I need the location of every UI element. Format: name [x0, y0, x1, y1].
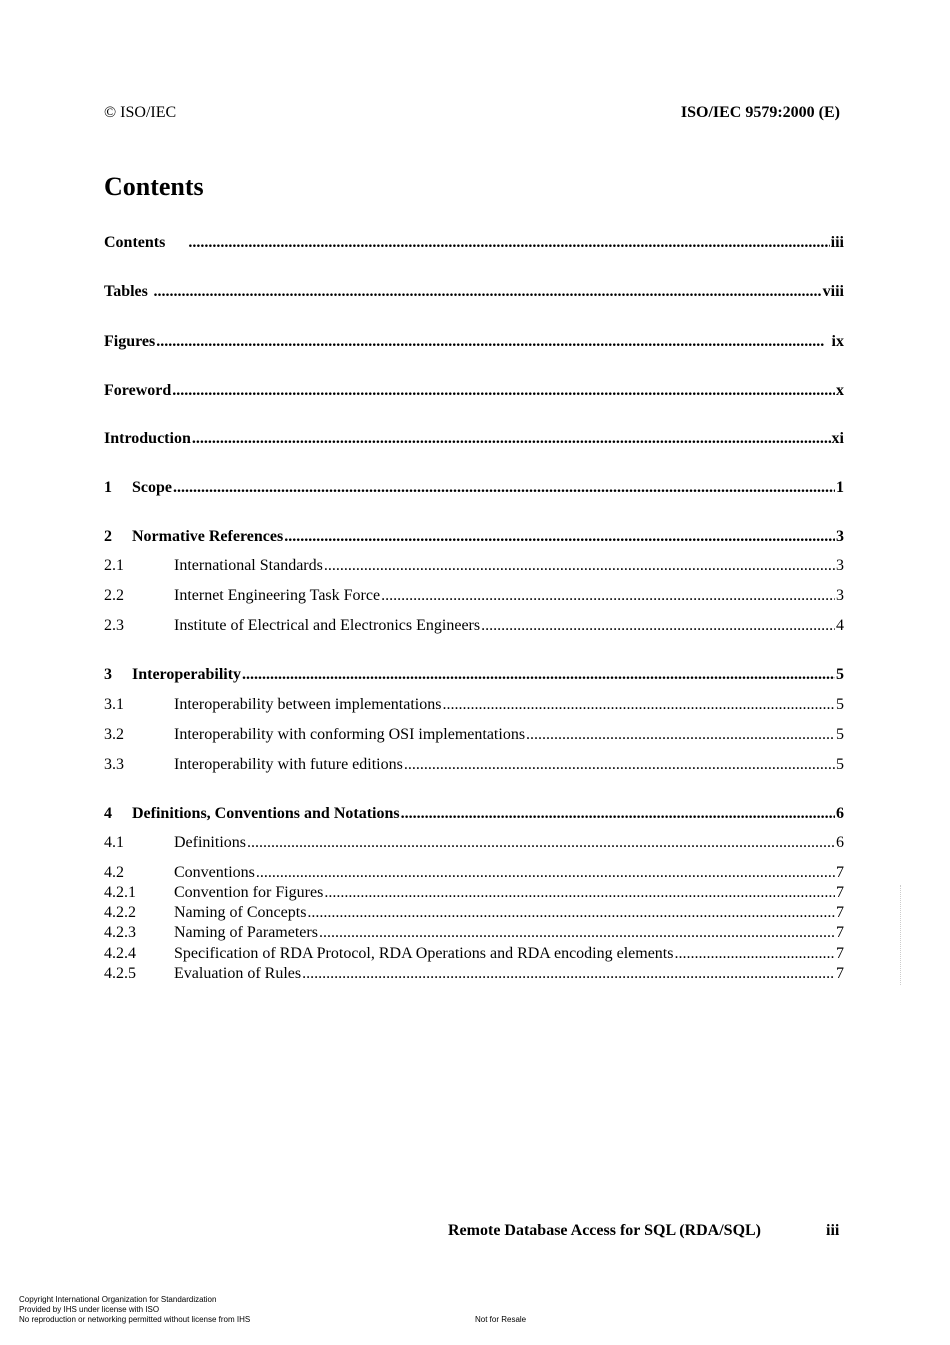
toc-entry-4-2-5[interactable] — [104, 964, 844, 984]
toc-entry-page: 3 — [836, 528, 844, 545]
toc-entry-number: 4 — [104, 805, 112, 822]
toc-leader — [242, 665, 835, 685]
toc-entry-page: 1 — [836, 479, 844, 496]
toc-leader — [381, 586, 835, 606]
toc-entry-title: Evaluation of Rules — [174, 965, 302, 982]
toc-entry-contents[interactable] — [104, 233, 844, 253]
toc-entry-number: 3.1 — [104, 696, 124, 713]
toc-entry-title: Introduction — [104, 430, 191, 447]
toc-entry-page: 7 — [836, 904, 844, 921]
toc-entry-page: 7 — [836, 945, 844, 962]
toc-entry-page: xi — [831, 430, 844, 447]
toc-entry-title: Figures — [104, 333, 156, 350]
toc-entry-foreword[interactable] — [104, 381, 844, 401]
copyright-notice — [19, 1295, 250, 1325]
toc-entry-3-2[interactable] — [104, 725, 844, 745]
toc-leader — [188, 233, 829, 253]
toc-leader — [481, 616, 835, 636]
toc-entry-number: 4.1 — [104, 834, 124, 851]
toc-leader — [284, 527, 835, 547]
toc-entry-title: Interoperability with future editions — [174, 756, 403, 773]
toc-leader — [247, 833, 835, 853]
copyright-line: Provided by IHS under license with ISO — [19, 1305, 160, 1314]
toc-entry-page: 5 — [836, 756, 844, 773]
toc-entry-4-2-3[interactable] — [104, 923, 844, 943]
toc-entry-number: 4.2.4 — [104, 945, 136, 962]
toc-entry-1[interactable] — [104, 478, 844, 498]
toc-entry-number: 4.2.5 — [104, 965, 136, 982]
toc-entry-2[interactable] — [104, 527, 844, 547]
toc-entry-page: 7 — [836, 924, 844, 941]
toc-entry-page: 7 — [836, 965, 844, 982]
toc-entry-2-2[interactable] — [104, 586, 844, 606]
toc-entry-page: x — [836, 382, 844, 399]
toc-entry-page: 7 — [836, 884, 844, 901]
toc-entry-page: 6 — [836, 805, 844, 822]
toc-entry-3-3[interactable] — [104, 755, 844, 775]
toc-leader — [307, 903, 835, 923]
toc-leader — [256, 863, 835, 883]
toc-entry-title: Normative References — [132, 528, 284, 545]
toc-entry-page: iii — [830, 234, 844, 251]
copyright-line: Copyright International Organization for Standardization — [19, 1295, 217, 1304]
toc-leader — [324, 556, 835, 576]
toc-entry-title: Naming of Parameters — [174, 924, 318, 941]
toc-entry-title: International Standards — [174, 557, 323, 574]
toc-entry-page: 4 — [836, 617, 844, 634]
toc-entry-4-2-1[interactable] — [104, 883, 844, 903]
toc-entry-page: 5 — [836, 696, 844, 713]
margin-mark — [900, 885, 902, 985]
toc-entry-page: viii — [822, 283, 844, 300]
toc-entry-page: 7 — [836, 864, 844, 881]
resale-notice: Not for Resale — [475, 1315, 527, 1324]
toc-entry-3-1[interactable] — [104, 695, 844, 715]
toc-entry-title: Definitions — [174, 834, 246, 851]
toc-entry-number: 3.2 — [104, 726, 124, 743]
toc-entry-number: 1 — [104, 479, 112, 496]
page-title: Contents — [104, 172, 204, 201]
toc-entry-title: Conventions — [174, 864, 255, 881]
toc-leader — [526, 725, 835, 745]
toc-entry-number: 2.1 — [104, 557, 124, 574]
toc-entry-3[interactable] — [104, 665, 844, 685]
toc-entry-4-2-2[interactable] — [104, 903, 844, 923]
header-right: ISO/IEC 9579:2000 (E) — [680, 104, 840, 121]
toc-leader — [319, 923, 835, 943]
toc-entry-title: Naming of Concepts — [174, 904, 307, 921]
toc-entry-figures[interactable] — [104, 332, 844, 352]
toc-entry-number: 2.2 — [104, 587, 124, 604]
toc-entry-title: Definitions, Conventions and Notations — [132, 805, 400, 822]
toc-entry-4-2[interactable] — [104, 863, 844, 883]
toc-leader — [404, 755, 835, 775]
toc-entry-page: 3 — [836, 557, 844, 574]
toc-leader — [192, 429, 831, 449]
toc-entry-4-2-4[interactable] — [104, 944, 844, 964]
toc-leader — [156, 332, 824, 352]
toc-entry-title: Tables — [104, 283, 148, 300]
footer-title: Remote Database Access for SQL (RDA/SQL) — [448, 1222, 762, 1239]
toc-entry-title: Interoperability between implementations — [174, 696, 442, 713]
toc-entry-title: Interoperability — [132, 666, 242, 683]
toc-leader — [172, 381, 835, 401]
copyright-line: No reproduction or networking permitted without license from IHS — [19, 1315, 251, 1324]
toc-entry-page: 5 — [836, 726, 844, 743]
toc-entry-title: Foreword — [104, 382, 172, 399]
toc-leader — [674, 944, 835, 964]
toc-entry-2-1[interactable] — [104, 556, 844, 576]
toc-entry-4-1[interactable] — [104, 833, 844, 853]
toc-entry-tables[interactable] — [104, 282, 844, 302]
toc-entry-number: 2.3 — [104, 617, 124, 634]
toc-entry-number: 4.2 — [104, 864, 124, 881]
toc-leader — [442, 695, 835, 715]
toc-leader — [302, 964, 835, 984]
toc-entry-number: 3.3 — [104, 756, 124, 773]
toc-entry-title: Internet Engineering Task Force — [174, 587, 381, 604]
toc-entry-page: 6 — [836, 834, 844, 851]
toc-entry-page: ix — [831, 333, 844, 350]
toc-entry-number: 3 — [104, 666, 112, 683]
toc-entry-title: Specification of RDA Protocol, RDA Operations and RDA encoding elements — [174, 945, 674, 962]
toc-entry-title: Convention for Figures — [174, 884, 324, 901]
footer-page-number: iii — [826, 1222, 840, 1239]
toc-entry-page: 5 — [836, 666, 844, 683]
toc-entry-number: 4.2.3 — [104, 924, 136, 941]
toc-leader — [324, 883, 835, 903]
toc-entry-title: Scope — [132, 479, 172, 496]
toc-entry-introduction[interactable] — [104, 429, 844, 449]
toc-entry-2-3[interactable] — [104, 616, 844, 636]
toc-entry-title: Interoperability with conforming OSI implementations — [174, 726, 526, 743]
toc-entry-title: Contents — [104, 234, 166, 251]
toc-entry-page: 3 — [836, 587, 844, 604]
toc-entry-number: 4.2.2 — [104, 904, 136, 921]
header-left: © ISO/IEC — [104, 104, 177, 121]
toc-leader — [154, 282, 822, 302]
toc-entry-title: Institute of Electrical and Electronics Engineers — [174, 617, 481, 634]
toc-entry-4[interactable] — [104, 804, 844, 824]
toc-leader — [173, 478, 835, 498]
toc-entry-number: 4.2.1 — [104, 884, 136, 901]
toc-entry-number: 2 — [104, 528, 112, 545]
toc-leader — [401, 804, 835, 824]
